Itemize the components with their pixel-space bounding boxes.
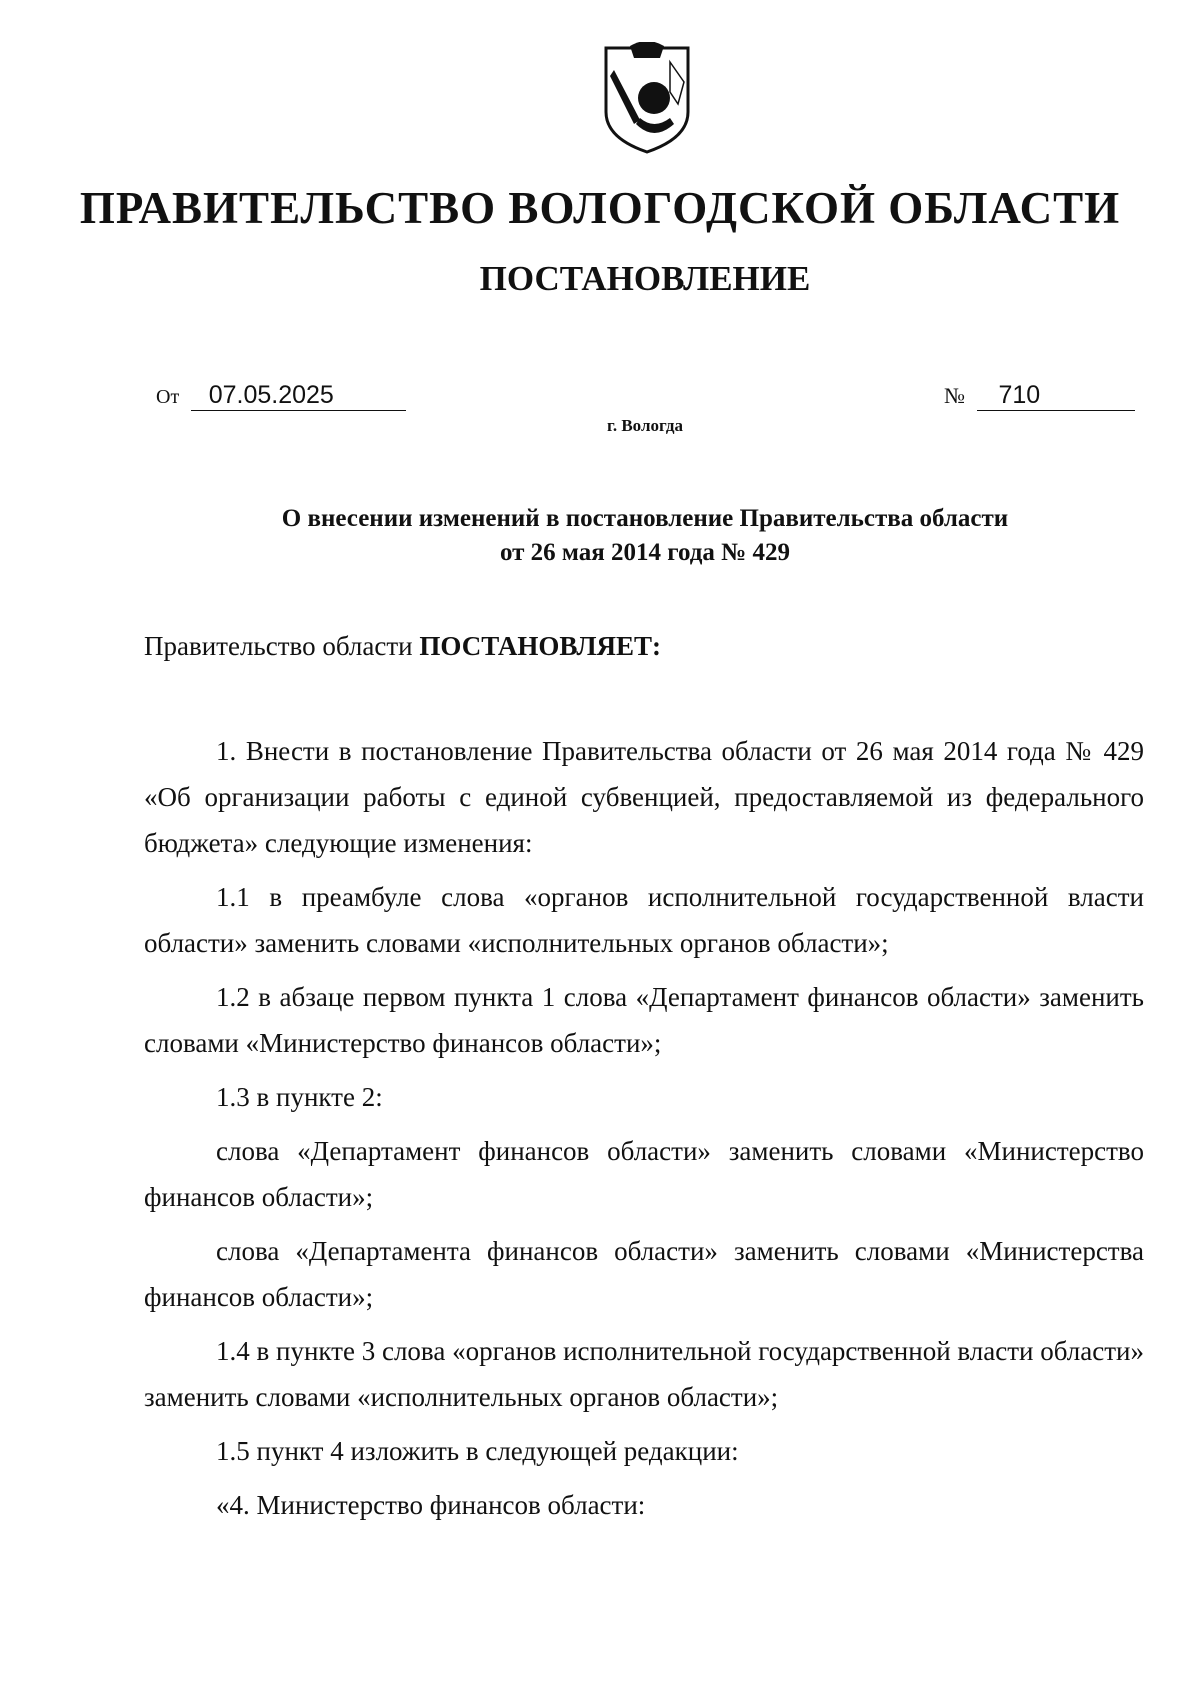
number-label: № [944, 383, 965, 408]
decree-prefix: Правительство области [144, 631, 413, 661]
paragraph: 1.5 пункт 4 изложить в следующей редакции: [216, 1436, 739, 1466]
organization-title: ПРАВИТЕЛЬСТВО ВОЛОГОДСКОЙ ОБЛАСТИ [79, 183, 1121, 233]
paragraph: 1.4 в пункте 3 слова «органов исполнительной государственной власти области» заменить словами «исполнительных органов области»; [144, 1336, 1144, 1412]
coat-of-arms-icon [600, 42, 694, 156]
date-label: От [156, 386, 180, 408]
document-body [144, 728, 1144, 1528]
paragraph: 1. Внести в постановление Правительства области от 26 мая 2014 года № 429 «Об организации работы с единой субвенцией, предоставляемой из федерального бюджета» следующие изменения: [144, 736, 1144, 858]
decree-line [144, 628, 661, 664]
date-value: 07.05.2025 [191, 380, 406, 411]
paragraph: слова «Департамент финансов области» заменить словами «Министерство финансов области»; [144, 1136, 1144, 1212]
subject-line-2: от 26 мая 2014 года № 429 [499, 539, 791, 566]
document-subject [0, 502, 1200, 570]
paragraph: «4. Министерство финансов области: [216, 1490, 646, 1520]
paragraph: 1.3 в пункте 2: [216, 1082, 383, 1112]
subject-line-1: О внесении изменений в постановление Правительства области [281, 505, 1009, 532]
number-value: 710 [977, 380, 1135, 411]
date-field [156, 380, 406, 412]
paragraph: слова «Департамента финансов области» заменить словами «Министерства финансов области»; [144, 1236, 1144, 1312]
document-type-title: ПОСТАНОВЛЕНИЕ [479, 259, 811, 298]
decree-verb: ПОСТАНОВЛЯЕТ: [419, 631, 661, 661]
paragraph: 1.2 в абзаце первом пункта 1 слова «Департамент финансов области» заменить словами «Министерство финансов области»; [144, 982, 1144, 1058]
paragraph: 1.1 в преамбуле слова «органов исполнительной государственной власти области» заменить словами «исполнительных органов области»; [144, 882, 1144, 958]
number-field [944, 380, 1135, 411]
city: г. Вологда [607, 416, 683, 435]
